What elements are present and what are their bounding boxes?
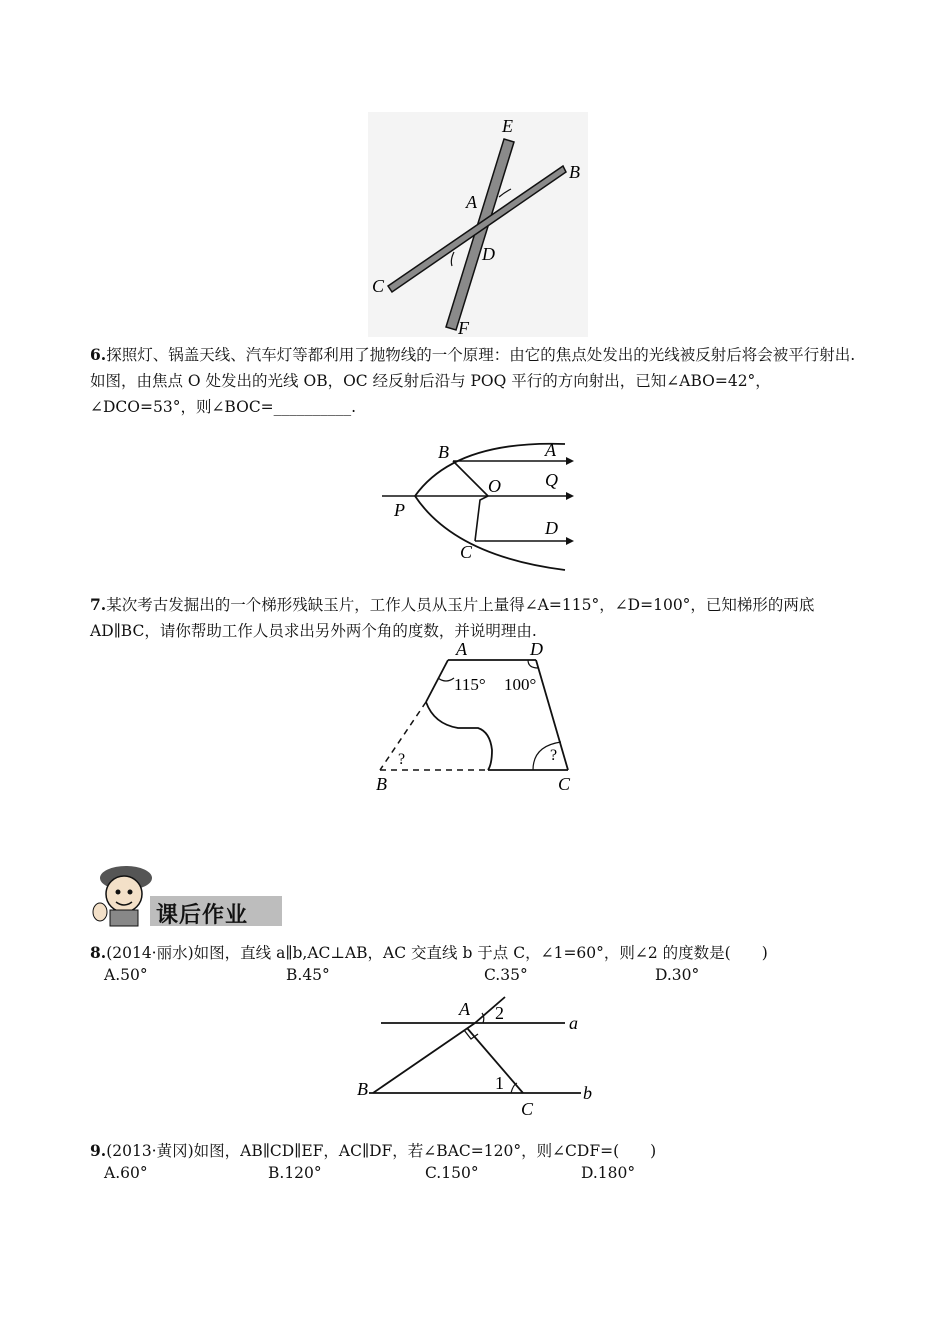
angle-d-value: 100° — [504, 675, 537, 694]
label-d: D — [482, 244, 495, 264]
option-b: B.120° — [268, 1164, 322, 1182]
question-text: (2013·黄冈)如图，AB∥CD∥EF，AC∥DF，若∠BAC=120°，则∠CDF=( ) — [106, 1142, 657, 1160]
question-number: 9. — [90, 1141, 107, 1160]
question-text: 某次考古发掘出的一个梯形残缺玉片，工作人员从玉片上量得∠A=115°，∠D=100°，已知梯形的两底 AD∥BC，请你帮助工作人员求出另外两个角的度数，并说明理由. — [90, 596, 815, 640]
question-7 — [90, 592, 865, 644]
option-c: C.150° — [425, 1164, 479, 1182]
question-number: 7. — [90, 595, 107, 614]
segment-oc — [475, 496, 488, 541]
label-line-b: b — [583, 1083, 592, 1103]
label-d: D — [530, 640, 543, 659]
trapezoid-figure — [368, 640, 590, 795]
option-d: D.180° — [581, 1164, 636, 1182]
label-a: A — [456, 640, 467, 659]
label-a: A — [459, 999, 470, 1019]
label-b: B — [376, 774, 387, 794]
label-a: A — [466, 192, 477, 212]
parabola-figure — [380, 438, 580, 578]
parallel-lines-figure — [355, 995, 605, 1120]
option-a: A.50° — [104, 966, 148, 984]
question-6 — [90, 342, 865, 420]
homework-banner — [88, 862, 284, 930]
unknown-angle-c: ? — [550, 747, 558, 764]
label-o: O — [488, 476, 501, 496]
label-1: 1 — [495, 1073, 504, 1093]
label-c: C — [558, 774, 571, 794]
broken-edge — [426, 702, 492, 770]
question-text: (2014·丽水)如图，直线 a∥b,AC⊥AB，AC 交直线 b 于点 C，∠1=60°，则∠2 的度数是( ) — [106, 944, 768, 962]
label-b: B — [438, 442, 449, 462]
label-2: 2 — [495, 1003, 504, 1023]
angle-mark-a — [438, 678, 454, 681]
label-d: D — [545, 518, 558, 538]
label-b: B — [357, 1079, 368, 1099]
question-9 — [90, 1138, 865, 1164]
label-f: F — [458, 318, 469, 337]
label-b: B — [569, 162, 580, 182]
angle-mark-2 — [482, 1013, 484, 1023]
label-c: C — [521, 1099, 534, 1119]
label-p: P — [394, 500, 405, 520]
option-c: C.35° — [484, 966, 528, 984]
label-line-a: a — [569, 1013, 578, 1033]
section-title: 课后作业 — [156, 903, 249, 928]
angle-a-value: 115° — [454, 675, 486, 694]
option-b: B.45° — [286, 966, 330, 984]
label-c: C — [372, 276, 385, 296]
question-text: 探照灯、锅盖天线、汽车灯等都利用了抛物线的一个原理：由它的焦点处发出的光线被反射后将会被平行射出.如图，由焦点 O 处发出的光线 OB，OC 经反射后沿与 POQ 平行的方向射出，已知∠ABO=42°，∠DCO=53°，则∠BOC=__________. — [90, 346, 856, 416]
label-e: E — [502, 116, 513, 136]
unknown-angle-b: ? — [398, 751, 406, 768]
option-d: D.30° — [655, 966, 700, 984]
label-a: A — [545, 440, 556, 460]
crossing-bars-figure — [368, 112, 588, 337]
segment-ob — [453, 461, 488, 496]
parabola-curve — [415, 444, 565, 570]
option-a: A.60° — [104, 1164, 148, 1182]
question-number: 8. — [90, 943, 107, 962]
label-q: Q — [545, 470, 558, 490]
question-number: 6. — [90, 345, 107, 364]
question-8 — [90, 940, 865, 966]
label-c: C — [460, 542, 473, 562]
segment-ab — [373, 1023, 475, 1093]
